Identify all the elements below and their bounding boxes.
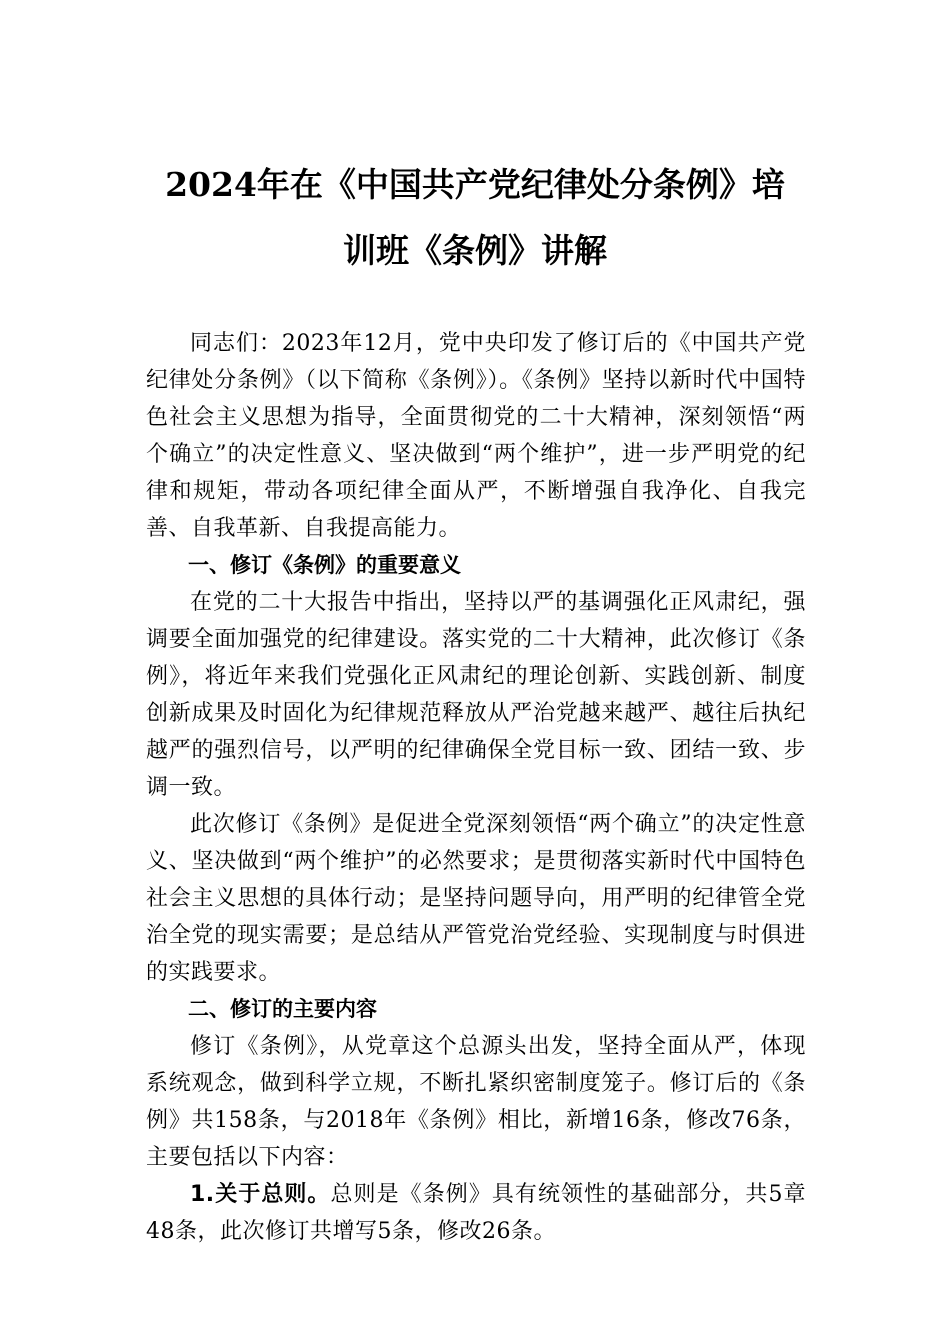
- section-heading-2: 二、修订的主要内容: [188, 997, 377, 1021]
- intro-paragraph: 同志们：2023年12月，党中央印发了修订后的《中国共产党纪律处分条例》（以下简称《条例》）。《条例》坚持以新时代中国特色社会主义思想为指导，全面贯彻党的二十大精神，深刻领悟“两个确立”的决定性意义、坚决做到“两个维护”，进一步严明党的纪律和规矩，带动各项纪律全面从严，不断增强自我净化、自我完善、自我革新、自我提高能力。: [146, 331, 806, 541]
- item-paragraph: [146, 1176, 806, 1250]
- body-paragraph: 在党的二十大报告中指出，坚持以严的基调强化正风肃纪，强调要全面加强党的纪律建设。落实党的二十大精神，此次修订《条例》，将近年来我们党强化正风肃纪的理论创新、实践创新、制度创新成果及时固化为纪律规范释放从严治党越来越严、越往后执纪越严的强烈信号，以严明的纪律确保全党目标一致、团结一致、步调一致。: [146, 590, 806, 800]
- title-line-1: 2024年在《中国共产党纪律处分条例》培: [165, 165, 785, 204]
- item-text: 总则是《条例》具有统领性的基础部分，共5章48条，此次修订共增写5条，修改26条。: [146, 1182, 807, 1244]
- body-paragraph: 修订《条例》，从党章这个总源头出发，坚持全面从严，体现系统观念，做到科学立规，不断扎紧织密制度笼子。修订后的《条例》共158条，与2018年《条例》相比，新增16条，修改76条，主要包括以下内容：: [146, 1034, 806, 1170]
- section-heading-1: 一、修订《条例》的重要意义: [188, 553, 461, 577]
- document-title: [140, 152, 810, 284]
- title-line-2: 训班《条例》讲解: [343, 231, 607, 270]
- item-lead: 1.关于总则。: [190, 1182, 331, 1207]
- body-paragraph: 此次修订《条例》是促进全党深刻领悟“两个确立”的决定性意义、坚决做到“两个维护”的必然要求；是贯彻落实新时代中国特色社会主义思想的具体行动；是坚持问题导向，用严明的纪律管全党治全党的现实需要；是总结从严管党治党经验、实现制度与时俱进的实践要求。: [146, 812, 806, 985]
- document-body: [146, 325, 806, 1250]
